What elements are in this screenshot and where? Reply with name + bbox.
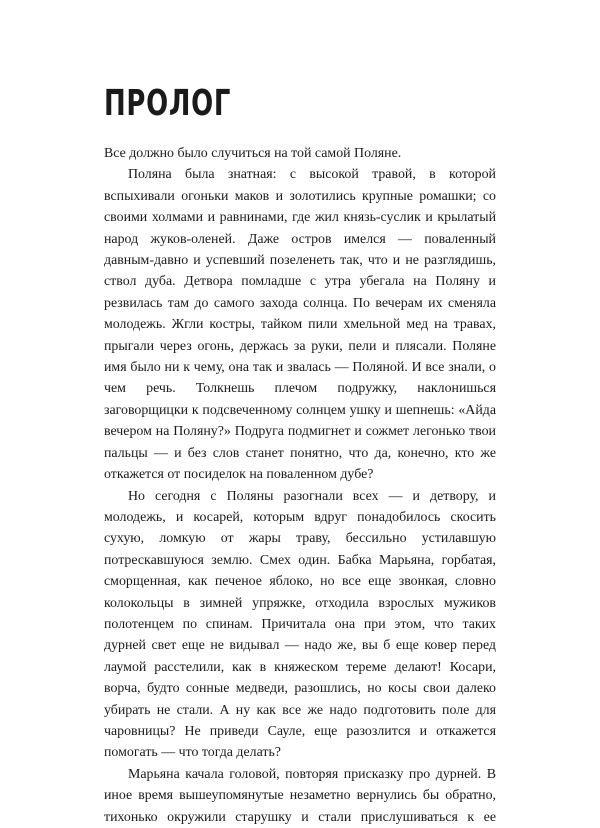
paragraph: Но сегодня с Поляны разогнали всех — и детвору, и молодежь, и косарей, которым вдруг понадобилось скосить сухую, ломкую от жары траву, бессильно устилавшую потрескавшуюся землю. Смех один. Бабка Марьяна, горбатая, сморщенная, как печеное яблоко, но все еще звонкая, словно колокольцы в зимней упряжке, отходила взрослых мужиков полотенцем по спинам. Причитала она при этом, что таких дурней свет еще не видывал — надо же, вы б еще ковер перед лаумой расстелили, как в княжеском тереме делают! Косари, ворча, будто сонные медведи, разошлись, но косы свои далеко убирать не стали. А ну как все же надо подготовить поле для чаровницы? Не приведи Сауле, еще разозлится и откажется помогать — что тогда делать? [104, 488, 496, 761]
paragraph: Поляна была знатная: с высокой травой, в которой вспыхивали огоньки маков и золотились крупные ромашки; со своими холмами и равнинами, где жил князь-суслик и крылатый народ жуков-оленей. Даже остров имелся — поваленный давным-давно и успевший позеленеть так, что и не разглядишь, ствол дуба. Детвора помладше с утра убегала на Поляну и резвилась там до самого захода солнца. По вечерам их сменяла молодежь. Жгли костры, тайком пили хмельной мед на травах, прыгали через огонь, держась за руки, пели и плясали. Поляне имя было ни к чему, она так и звалась — Поляной. И все знали, о чем речь. Толкнешь плечом подружку, наклонишься заговорщицки к подсвеченному солнцем ушку и шепнешь: «Айда вечером на Поляну?» Подруга подмигнет и сожмет легонько твои пальцы — и без слов станет понятно, что да, конечно, кто же откажется от посиделок на поваленном дубе? [104, 167, 496, 483]
paragraph: Марьяна качала головой, повторяя присказку про дурней. В иное время вышеупомянутые незаметно вернулись бы обратно, тихонько окружили старушку и стали прислушиваться к ее [104, 766, 496, 825]
body-text [104, 143, 496, 828]
paragraph: Все должно было случиться на той самой Поляне. [104, 146, 402, 161]
chapter-title: ПРОЛОГ [104, 83, 232, 124]
